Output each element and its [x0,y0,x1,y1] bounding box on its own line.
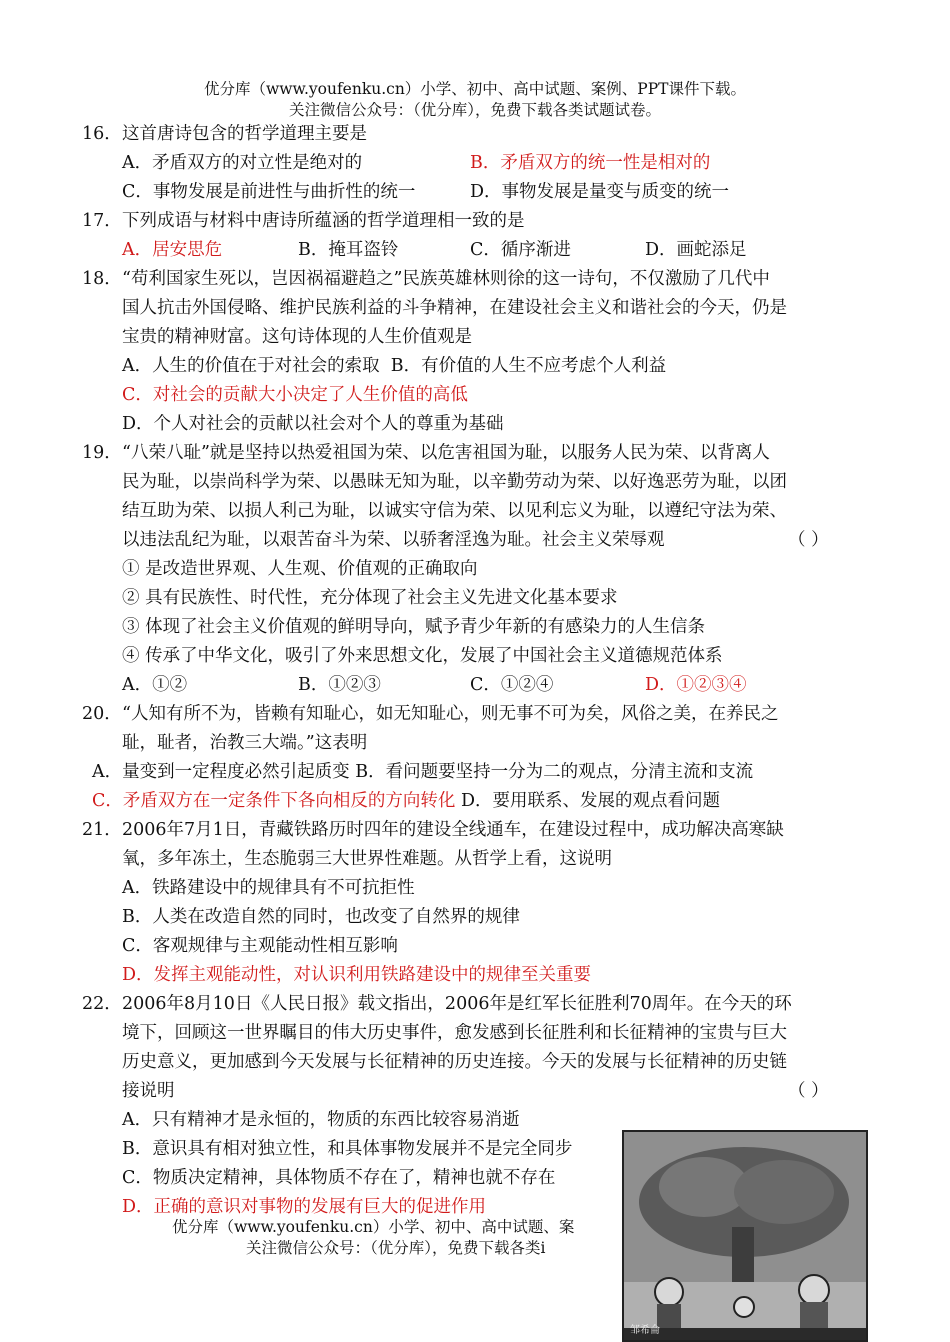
question-stem-line: “八荣八耻”就是坚持以热爱祖国为荣、以危害祖国为耻，以服务人民为荣、以背离人 [122,443,770,463]
statement-item: ④ 传承了中华文化，吸引了外来思想文化，发展了中国社会主义道德规范体系 [122,646,723,666]
option-c-answer: C．矛盾双方在一定条件下各向相反的方向转化 [92,791,456,811]
question-stem-line: 2006年7月1日，青藏铁路历时四年的建设全线通车，在建设过程中，成功解决高寒缺 [122,820,784,840]
option-c: C．循序渐进 [470,240,571,260]
statement-item: ③ 体现了社会主义价值观的鲜明导向，赋予青少年新的有感染力的人生信条 [122,617,706,637]
option-a-text: A．量变到一定程度必然引起质变 [92,762,350,782]
question-20 [82,701,778,727]
question-number: 16． [82,124,122,144]
answer-paren: （ ） [788,530,829,550]
option-a-text: A．人生的价值在于对社会的索取 [122,356,380,376]
photo-caption: 邹希侖 [630,1325,660,1336]
footer-line-1: 优分库（www.youfenku.cn）小学、初中、高中试题、案 [172,1218,575,1236]
option-b-text: B．看问题要坚持一分为二的观点，分清主流和支流 [355,762,754,782]
option-c: C．客观规律与主观能动性相互影响 [122,936,398,956]
option-a: A．矛盾双方的对立性是绝对的 [122,153,363,173]
question-21 [82,817,784,843]
question-stem-line: 以违法乱纪为耻，以艰苦奋斗为荣、以骄奢淫逸为耻。社会主义荣辱观 [122,530,665,550]
question-stem-line: “苟利国家生死以，岂因祸福避趋之”民族英雄林则徐的这一诗句，不仅激励了几代中 [122,269,770,289]
cartoon-image [622,1130,868,1342]
question-number: 21． [82,820,122,840]
question-stem: 这首唐诗包含的哲学道理主要是 [122,124,367,144]
option-a: A．①② [122,675,188,695]
question-stem-line: 耻，耻者，治教三大端。”这表明 [122,733,368,753]
option-b: B．掩耳盗铃 [298,240,399,260]
option-b-answer: B．矛盾双方的统一性是相对的 [470,153,711,173]
question-number: 18． [82,269,122,289]
answer-paren: （ ） [788,1081,829,1101]
header-line-1: 优分库（www.youfenku.cn）小学、初中、高中试题、案例、PPT课件下载。 [203,80,747,98]
option-c: C．①②④ [470,675,554,695]
option-c: C．事物发展是前进性与曲折性的统一 [122,182,416,202]
cartoon-illustration [624,1132,866,1340]
question-stem-line: “人知有所不为，皆赖有知耻心，如无知耻心，则无事不可为矣，风俗之美，在养民之 [122,704,779,724]
option-b: B．意识具有相对独立性，和具体事物发展并不是完全同步 [122,1139,573,1159]
option-a [92,759,753,785]
statement-item: ① 是改造世界观、人生观、价值观的正确取向 [122,559,478,579]
question-stem-line: 结互助为荣、以损人利己为耻，以诚实守信为荣、以见利忘义为耻，以遵纪守法为荣、 [122,501,787,521]
question-stem-line: 国人抗击外国侵略、维护民族利益的斗争精神，在建设社会主义和谐社会的今天，仍是 [122,298,787,318]
option-c-row [92,788,720,814]
option-d: D．个人对社会的贡献以社会对个人的尊重为基础 [122,414,504,434]
question-16 [82,121,367,147]
option-b: B．①②③ [298,675,381,695]
question-22 [82,991,792,1017]
question-stem-line: 民为耻，以崇尚科学为荣、以愚昧无知为耻，以辛勤劳动为荣、以好逸恶劳为耻，以团 [122,472,787,492]
question-stem: 下列成语与材料中唐诗所蕴涵的哲学道理相一致的是 [122,211,525,231]
option-a: A．只有精神才是永恒的，物质的东西比较容易消逝 [122,1110,520,1130]
question-number: 17． [82,211,122,231]
option-d-answer: D．①②③④ [645,675,747,695]
question-17 [82,208,525,234]
question-stem-line: 氧，多年冻土，生态脆弱三大世界性难题。从哲学上看，这说明 [122,849,612,869]
question-number: 22． [82,994,122,1014]
statement-item: ② 具有民族性、时代性，充分体现了社会主义先进文化基本要求 [122,588,618,608]
footer-line-2: 关注微信公众号：（优分库），免费下载各类i [246,1239,546,1257]
question-stem-line: 历史意义，更加感到今天发展与长征精神的历史连接。今天的发展与长征精神的历史链 [122,1052,787,1072]
question-stem-line: 宝贵的精神财富。这句诗体现的人生价值观是 [122,327,472,347]
question-stem-line: 接说明 [122,1081,175,1101]
option-b: B．人类在改造自然的同时，也改变了自然界的规律 [122,907,520,927]
option-d: D．画蛇添足 [645,240,747,260]
question-number: 19． [82,443,122,463]
option-a-answer: A．居安思危 [122,240,223,260]
option-a [122,353,666,379]
option-c-answer: C．对社会的贡献大小决定了人生价值的高低 [122,385,468,405]
header-line-2: 关注微信公众号：（优分库），免费下载各类试题试卷。 [288,101,661,119]
question-19 [82,440,770,466]
option-b-text: B．有价值的人生不应考虑个人利益 [390,356,667,376]
option-c: C．物质决定精神，具体物质不存在了，精神也就不存在 [122,1168,556,1188]
option-d-answer: D．发挥主观能动性，对认识利用铁路建设中的规律至关重要 [122,965,592,985]
question-stem-line: 2006年8月10日《人民日报》载文指出，2006年是红军长征胜利70周年。在今天的环 [122,994,792,1014]
option-d: D．事物发展是量变与质变的统一 [470,182,730,202]
question-18 [82,266,770,292]
option-a: A．铁路建设中的规律具有不可抗拒性 [122,878,415,898]
question-stem-line: 境下，回顾这一世界瞩目的伟大历史事件，愈发感到长征胜利和长征精神的宝贵与巨大 [122,1023,787,1043]
option-d-answer: D．正确的意识对事物的发展有巨大的促进作用 [122,1197,487,1217]
question-number: 20． [82,704,122,724]
option-d-text: D．要用联系、发展的观点看问题 [460,791,720,811]
